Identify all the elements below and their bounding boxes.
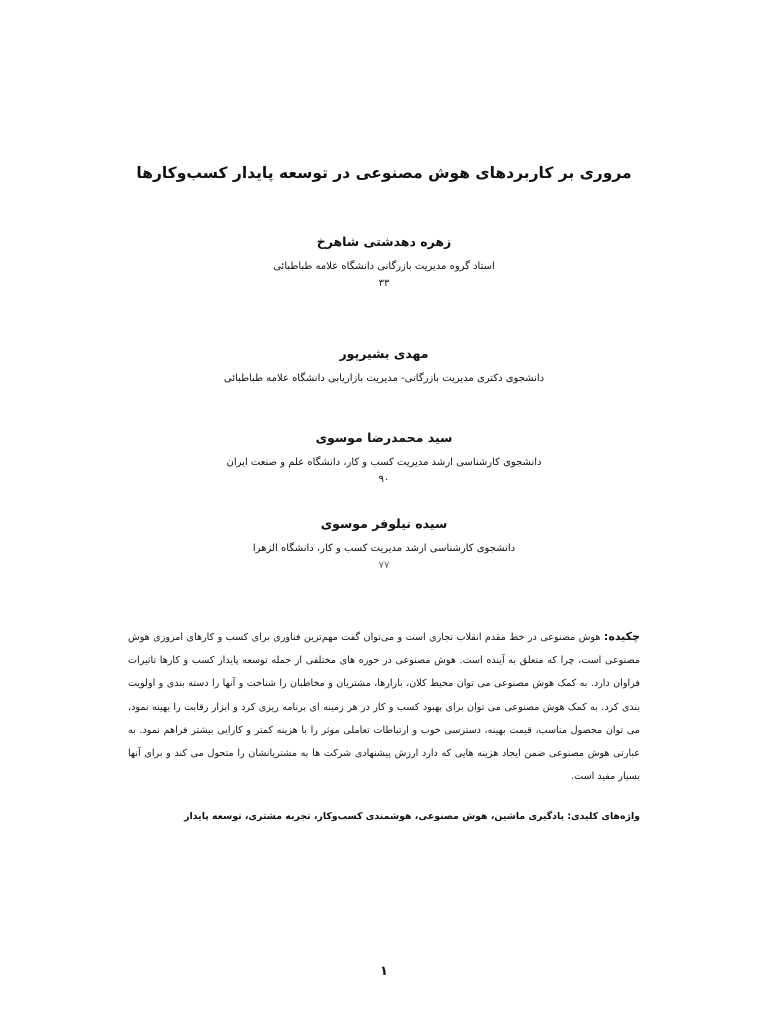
author-affiliation: دانشجوی کارشناسی ارشد مدیریت کسب و کار، دانشگاه علم و صنعت ایران xyxy=(226,457,542,468)
author-block xyxy=(80,514,688,573)
author-affiliation: دانشجوی دکتری مدیریت بازرگانی- مدیریت بازاریابی دانشگاه علامه طباطبائی xyxy=(223,373,545,384)
author-name: مهدی بشیرپور xyxy=(339,346,429,361)
author-code: ۳۳ xyxy=(378,278,390,289)
keywords xyxy=(128,808,640,826)
keywords-text: یادگیری ماشین، هوش مصنوعی، هوشمندی کسب‌وکار، تجربه مشتری، توسعه پایدار xyxy=(184,811,565,822)
author-name: سیده نیلوفر موسوی xyxy=(320,516,448,531)
author-affiliation: دانشجوی کارشناسی ارشد مدیریت کسب و کار، دانشگاه الزهرا xyxy=(252,543,516,554)
abstract xyxy=(128,625,640,788)
author-name: زهره دهدشتی شاهرخ xyxy=(316,234,452,249)
paper-title: مروری بر کاربردهای هوش مصنوعی در توسعه پایدار کسب‌وکارها xyxy=(136,164,632,182)
author-block xyxy=(80,344,688,388)
page-number: ۱ xyxy=(380,964,388,979)
author-code: ۷۷ xyxy=(378,560,390,571)
author-affiliation: استاد گروه مدیریت بازرگانی دانشگاه علامه طباطبائی xyxy=(273,261,495,272)
keywords-label: واژه‌های کلیدی: xyxy=(567,811,640,822)
author-block xyxy=(80,232,688,291)
author-block xyxy=(80,428,688,487)
abstract-label: چکیده: xyxy=(603,630,640,643)
author-code: ۹۰ xyxy=(378,474,390,485)
author-name: سید محمدرضا موسوی xyxy=(315,430,453,445)
abstract-text: هوش مصنوعی در خط مقدم انقلاب تجاری است و می‌توان گفت مهم‌ترین فناوری برای کسب و کارهای امروزی هوش مصنوعی است، چرا که متعلق به آینده است. هوش مصنوعی در حوزه های مختلفی از جمله توسعه پایدار کسب و کارها تاثیرات فراوان دارد. به کمک هوش مصنوعی می توان محیط کلان، بازارها، مشتریان و مخاطبان را شناخت و آنها را دسته بندی و اولویت بندی کرد. به کمک هوش مصنوعی می توان برای بهبود کسب و کار در هر زمینه ای برنامه ریزی کرد و ابزار رقابت را بهینه نمود، می توان محصول مناسب، قیمت بهینه، دسترسی خوب و ارتباطات تعاملی موثر را با هزینه کمتر و کارایی بیشتر فراهم نمود. به عبارتی هوش مصنوعی ضمن ایجاد هزینه هایی که دارد ارزش پیشنهادی شرکت ها به مشتریانشان را متحول می کند و برای آنها بسیار مفید است. xyxy=(128,632,640,783)
